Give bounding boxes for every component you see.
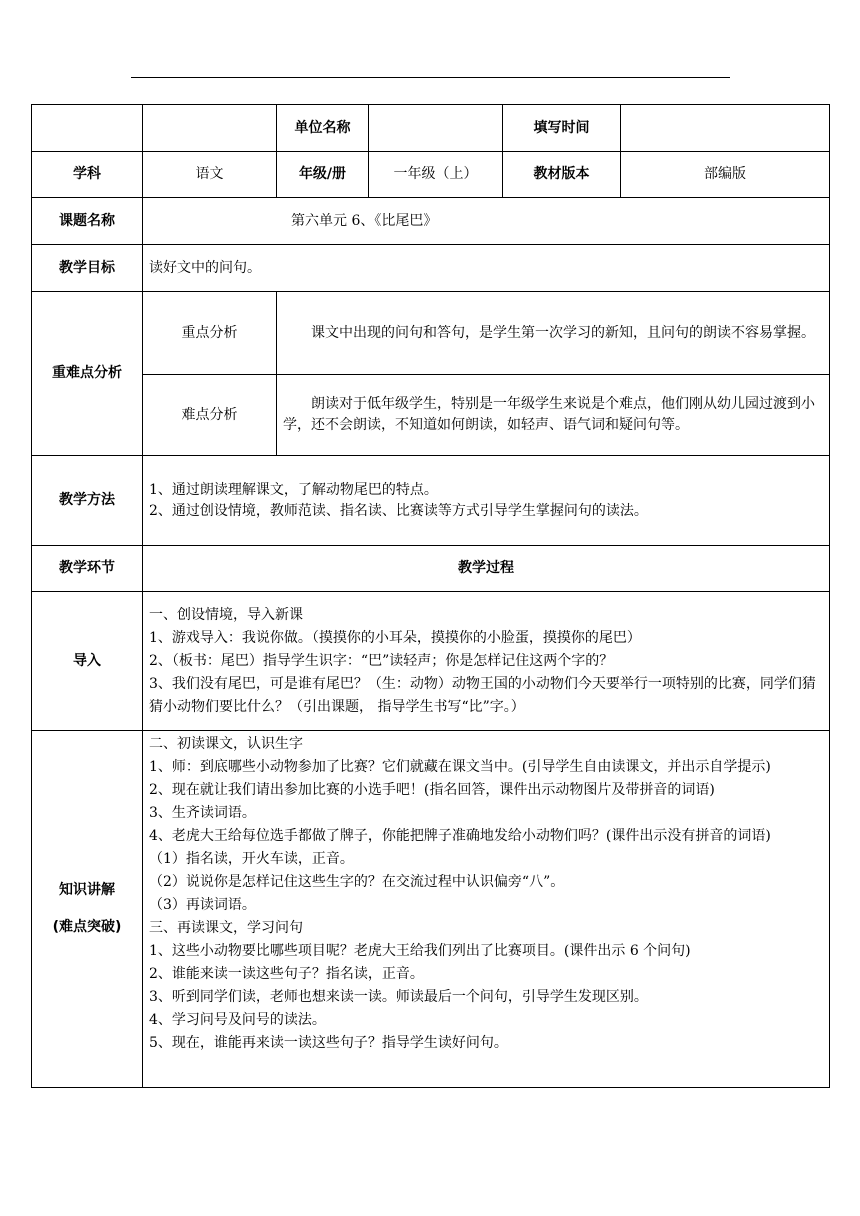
lesson-title-value [143, 198, 830, 245]
lesson-title-row [32, 198, 830, 245]
blank-cell [143, 105, 277, 152]
teaching-method-label: 教学方法 [32, 456, 143, 546]
difficult-point-row [32, 375, 830, 456]
lesson-title-text: 第六单元 6、《比尾巴》 [291, 212, 438, 229]
process-header-row [32, 546, 830, 592]
key-point-label: 重点分析 [143, 292, 277, 375]
key-point-text: 课文中出现的问句和答句，是学生第一次学习的新知，且问句的朗读不容易掌握。 [277, 292, 830, 375]
edition-value: 部编版 [621, 152, 830, 198]
intro-line: 3、我们没有尾巴，可是谁有尾巴？（生：动物）动物王国的小动物们今天要举行一项特别的比赛，同学们猜猜小动物们要比什么？（引出课题， 指导学生书写“比”字。） [149, 675, 816, 715]
teaching-goal-row [32, 245, 830, 292]
knowledge-line: 4、学习问号及问号的读法。 [149, 1012, 326, 1028]
stage-label: 教学环节 [32, 546, 143, 592]
knowledge-line: （3）再读词语。 [149, 897, 256, 913]
knowledge-label-cell [32, 731, 143, 1088]
header-rule [131, 77, 730, 78]
fill-time-label: 填写时间 [503, 105, 621, 152]
knowledge-line: （2）说说你是怎样记住这些生字的？在交流过程中认识偏旁“八”。 [149, 874, 565, 890]
grade-value: 一年级（上） [369, 152, 503, 198]
knowledge-line: 3、生齐读词语。 [149, 805, 256, 821]
process-label: 教学过程 [143, 546, 830, 592]
method-line: 1、通过朗读理解课文，了解动物尾巴的特点。 [149, 481, 438, 498]
knowledge-line: 2、现在就让我们请出参加比赛的小选手吧！(指名回答，课件出示动物图片及带拼音的词语) [149, 782, 715, 798]
intro-content [143, 592, 830, 731]
intro-label: 导入 [32, 592, 143, 731]
knowledge-line: 2、谁能来读一读这些句子？指名读，正音。 [149, 966, 424, 982]
blank-cell [32, 105, 143, 152]
teaching-goal-value: 读好文中的问句。 [143, 245, 830, 292]
knowledge-content [143, 731, 830, 1088]
intro-line: 一、创设情境，导入新课 [149, 606, 303, 623]
knowledge-line: 1、师：到底哪些小动物参加了比赛？它们就藏在课文当中。(引导学生自由读课文，并出示自学提示) [149, 759, 771, 775]
knowledge-line: 4、老虎大王给每位选手都做了牌子，你能把牌子准确地发给小动物们吗？(课件出示没有拼音的词语) [149, 828, 771, 844]
lesson-plan-table [31, 104, 830, 1088]
subject-value: 语文 [143, 152, 277, 198]
knowledge-row [32, 731, 830, 1088]
knowledge-line: （1）指名读，开火车读，正音。 [149, 851, 354, 867]
subject-label: 学科 [32, 152, 143, 198]
intro-row [32, 592, 830, 731]
header-row [32, 105, 830, 152]
knowledge-line: 3、听到同学们读，老师也想来读一读。师读最后一个问句，引导学生发现区别。 [149, 989, 648, 1005]
unit-name-value [369, 105, 503, 152]
knowledge-line: 5、现在，谁能再来读一读这些句子？指导学生读好问句。 [149, 1035, 508, 1051]
knowledge-label: 知识讲解 [59, 882, 115, 898]
unit-name-label: 单位名称 [277, 105, 369, 152]
analysis-label: 重难点分析 [32, 292, 143, 456]
difficult-point-label: 难点分析 [143, 375, 277, 456]
teaching-method-content [143, 456, 830, 546]
key-point-row [32, 292, 830, 375]
difficult-point-text: 朗读对于低年级学生，特别是一年级学生来说是个难点，他们刚从幼儿园过渡到小学，还不会朗读，不知道如何朗读，如轻声、语气词和疑问句等。 [277, 375, 830, 456]
intro-line: 1、游戏导入：我说你做。（摸摸你的小耳朵，摸摸你的小脸蛋，摸摸你的尾巴） [149, 629, 641, 646]
knowledge-line: 二、初读课文，认识生字 [149, 736, 303, 752]
teaching-method-row [32, 456, 830, 546]
edition-label: 教材版本 [503, 152, 621, 198]
method-line: 2、通过创设情境，教师范读、指名读、比赛读等方式引导学生掌握问句的读法。 [149, 502, 648, 519]
info-row [32, 152, 830, 198]
teaching-goal-label: 教学目标 [32, 245, 143, 292]
grade-label: 年级/册 [277, 152, 369, 198]
knowledge-line: 1、这些小动物要比哪些项目呢？老虎大王给我们列出了比赛项目。(课件出示 6 个问句) [149, 943, 691, 959]
intro-line: 2、（板书：尾巴）指导学生识字：“巴”读轻声；你是怎样记住这两个字的？ [149, 652, 614, 669]
knowledge-sub-label: (难点突破) [52, 919, 122, 935]
fill-time-value [621, 105, 830, 152]
lesson-title-label: 课题名称 [32, 198, 143, 245]
knowledge-line: 三、再读课文，学习问句 [149, 920, 303, 936]
